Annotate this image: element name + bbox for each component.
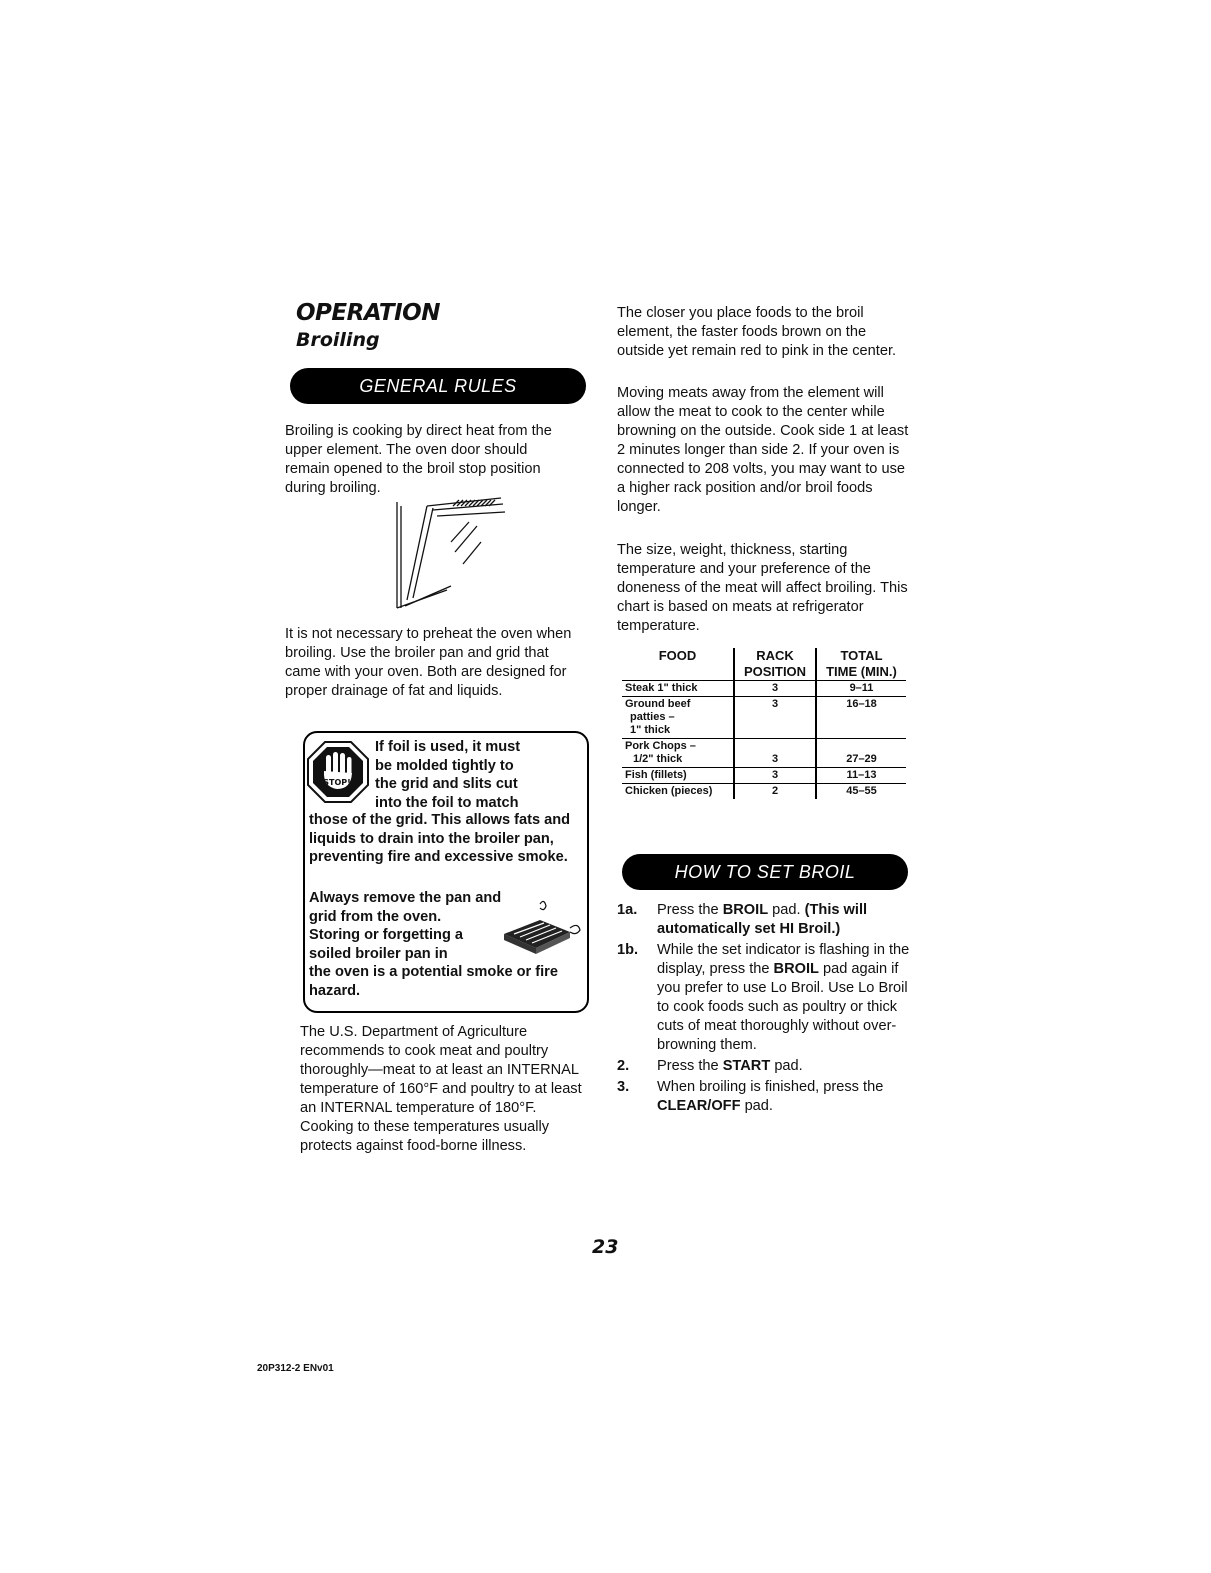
warning-line-2: be molded tightly to — [375, 757, 514, 774]
step-bold: CLEAR/OFF — [657, 1098, 741, 1114]
page-number: 23 — [592, 1236, 619, 1258]
step-text: While the set indicator is flashing in the display, press the — [657, 942, 910, 977]
cell-rack: 3 — [734, 768, 816, 784]
subsection-title: Broiling — [296, 329, 380, 351]
document-code: 20P312-2 ENv01 — [257, 1363, 334, 1374]
col-header-time — [816, 648, 906, 681]
cell-rack: 3 — [734, 739, 816, 768]
step-item — [617, 941, 911, 1055]
broiling-intro-text: Broiling is cooking by direct heat from the upper element. The oven door should remain opened to the broil stop position during broiling. — [285, 423, 552, 496]
table-row — [622, 768, 906, 784]
oven-door-illustration — [393, 496, 509, 612]
step-text: When broiling is finished, press the — [657, 1079, 884, 1095]
food-line: patties – — [630, 711, 675, 723]
food-line: Pork Chops – — [625, 740, 696, 752]
cell-time: 16–18 — [816, 697, 906, 739]
chart-basis-text: The size, weight, thickness, starting temperature and your preference of the doneness of the meat will affect broiling. This chart is based on meats at refrigerator temperature. — [617, 542, 908, 634]
cell-time: 45–55 — [816, 784, 906, 800]
step-text: pad again if you prefer to use Lo Broil. Use Lo Broil to cook foods such as poultry or thick cuts of meat thoroughly without over-browning them. — [657, 961, 908, 1053]
step-text: Press the — [657, 1058, 723, 1074]
broil-chart-table — [622, 648, 906, 799]
step-bold: BROIL — [773, 961, 819, 977]
remove-line-1: Always remove the pan and — [309, 890, 502, 906]
food-line: 1" thick — [630, 724, 671, 736]
col-header-time-line2: TIME (MIN.) — [826, 664, 897, 679]
remove-line-5: the oven is a potential smoke or fire hazard. — [309, 964, 558, 999]
remove-line-3: Storing or forgetting a — [309, 927, 464, 943]
step-text: pad. — [768, 902, 805, 918]
col-header-time-line1: TOTAL — [840, 648, 883, 663]
rack-position-text: Moving meats away from the element will allow the meat to cook to the center while browning on the outside. Cook side 1 at least 2 minutes longer than side 2. If your oven is connected to 208 volts, you may want to use a higher rack position and/or broil foods longer. — [617, 385, 909, 515]
remove-line-4: soiled broiler pan in — [309, 945, 448, 962]
table-row — [622, 739, 906, 768]
food-line: Ground beef — [625, 698, 691, 710]
step-number: 1b. — [617, 942, 639, 958]
step-bold: (This will automatically set HI Broil.) — [657, 902, 868, 937]
placement-text: The closer you place foods to the broil element, the faster foods brown on the outside yet remain red to pink in the center. — [617, 305, 897, 359]
cell-time: 27–29 — [816, 739, 906, 768]
step-bold: BROIL — [722, 902, 769, 918]
cell-food — [622, 697, 734, 739]
step-text: pad. — [770, 1058, 803, 1074]
usda-text: The U.S. Department of Agriculture recommends to cook meat and poultry thoroughly—meat to at least an INTERNAL temperature of 160°F and poultry to at least an INTERNAL temperature of 180°F. Cooking to these temperatures usually protects against food-borne illness. — [300, 1024, 582, 1154]
table-row — [622, 697, 906, 739]
food-line: Fish (fillets) — [625, 769, 687, 781]
food-line: Steak 1" thick — [625, 682, 698, 694]
food-line: 1/2" thick — [633, 753, 683, 765]
warning-line-1: If foil is used, it must — [375, 739, 521, 755]
step-text: pad. — [740, 1098, 773, 1114]
food-line: Chicken (pieces) — [625, 785, 713, 797]
warning-line-3: the grid and slits cut — [375, 776, 518, 792]
col-header-rack-line2: POSITION — [743, 664, 807, 679]
step-number: 3. — [617, 1079, 630, 1095]
stop-hand-icon — [307, 741, 369, 803]
broiler-pan-illustration — [500, 898, 584, 958]
broil-steps-list — [617, 901, 911, 1118]
step-item — [617, 1078, 911, 1116]
warning-foil-text: those of the grid. This allows fats and liquids to drain into the broiler pan, preventing fire and excessive smoke. — [309, 812, 571, 865]
step-text: Press the — [657, 902, 723, 918]
cell-food — [622, 739, 734, 768]
warning-line-4: into the foil to match — [375, 794, 519, 811]
cell-food — [622, 784, 734, 800]
section-title: OPERATION — [296, 300, 440, 326]
cell-time: 11–13 — [816, 768, 906, 784]
remove-line-2: grid from the oven. — [309, 908, 442, 925]
col-header-rack — [734, 648, 816, 681]
how-to-set-broil-banner — [622, 854, 908, 890]
step-item — [617, 1057, 911, 1076]
step-number: 2. — [617, 1058, 630, 1074]
cell-rack: 2 — [734, 784, 816, 800]
col-header-food: FOOD — [658, 648, 697, 663]
col-header-rack-line1: RACK — [756, 648, 794, 663]
table-row — [622, 681, 906, 697]
general-rules-banner — [290, 368, 586, 404]
cell-rack: 3 — [734, 681, 816, 697]
cell-food — [622, 681, 734, 697]
cell-food — [622, 768, 734, 784]
step-item — [617, 901, 911, 939]
how-to-set-broil-label: HOW TO SET BROIL — [674, 861, 856, 882]
step-bold: START — [722, 1058, 771, 1074]
preheat-text: It is not necessary to preheat the oven when broiling. Use the broiler pan and grid that came with your oven. Both are designed for proper drainage of fat and liquids. — [285, 626, 572, 699]
step-number: 1a. — [617, 902, 638, 918]
general-rules-label: GENERAL RULES — [359, 375, 517, 396]
table-row — [622, 784, 906, 800]
cell-rack: 3 — [734, 697, 816, 739]
cell-time: 9–11 — [816, 681, 906, 697]
stop-icon-text: STOP! — [323, 778, 351, 787]
